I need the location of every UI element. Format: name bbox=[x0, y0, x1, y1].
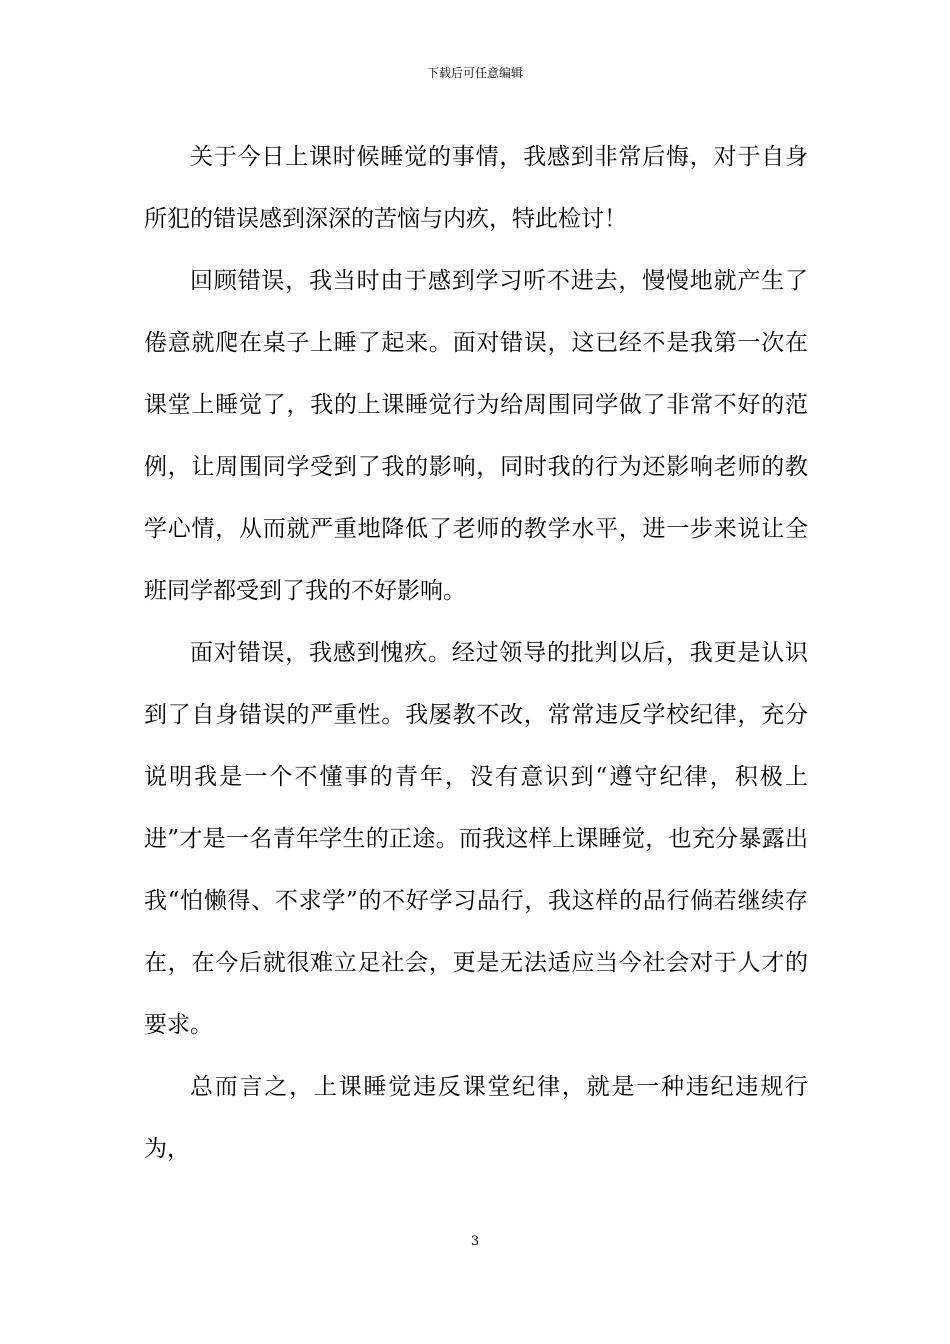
document-body bbox=[144, 126, 808, 1180]
page-number: 3 bbox=[470, 1234, 480, 1249]
paragraph-3: 面对错误，我感到愧疚。经过领导的批判以后，我更是认识到了自身错误的严重性。我屡教不改，常常违反学校纪律，充分说明我是一个不懂事的青年，没有意识到“遵守纪律，积极上进”才是一名青年学生的正途。而我这样上课睡觉，也充分暴露出我“怕懒得、不求学”的不好学习品行，我这样的品行倘若继续存在，在今后就很难立足社会，更是无法适应当今社会对于人才的要求。 bbox=[144, 640, 808, 1038]
paragraph-1: 关于今日上课时候睡觉的事情，我感到非常后悔，对于自身所犯的错误感到深深的苦恼与内疚，特此检讨！ bbox=[144, 144, 808, 232]
paragraph-2: 回顾错误，我当时由于感到学习听不进去，慢慢地就产生了倦意就爬在桌子上睡了起来。面对错误，这已经不是我第一次在课堂上睡觉了，我的上课睡觉行为给周围同学做了非常不好的范例，让周围同学受到了我的影响，同时我的行为还影响老师的教学心情，从而就严重地降低了老师的教学水平，进一步来说让全班同学都受到了我的不好影响。 bbox=[144, 268, 808, 604]
page-header: 下载后可任意编辑 bbox=[426, 66, 523, 80]
paragraph-4: 总而言之，上课睡觉违反课堂纪律，就是一种违纪违规行为， bbox=[144, 1074, 808, 1162]
